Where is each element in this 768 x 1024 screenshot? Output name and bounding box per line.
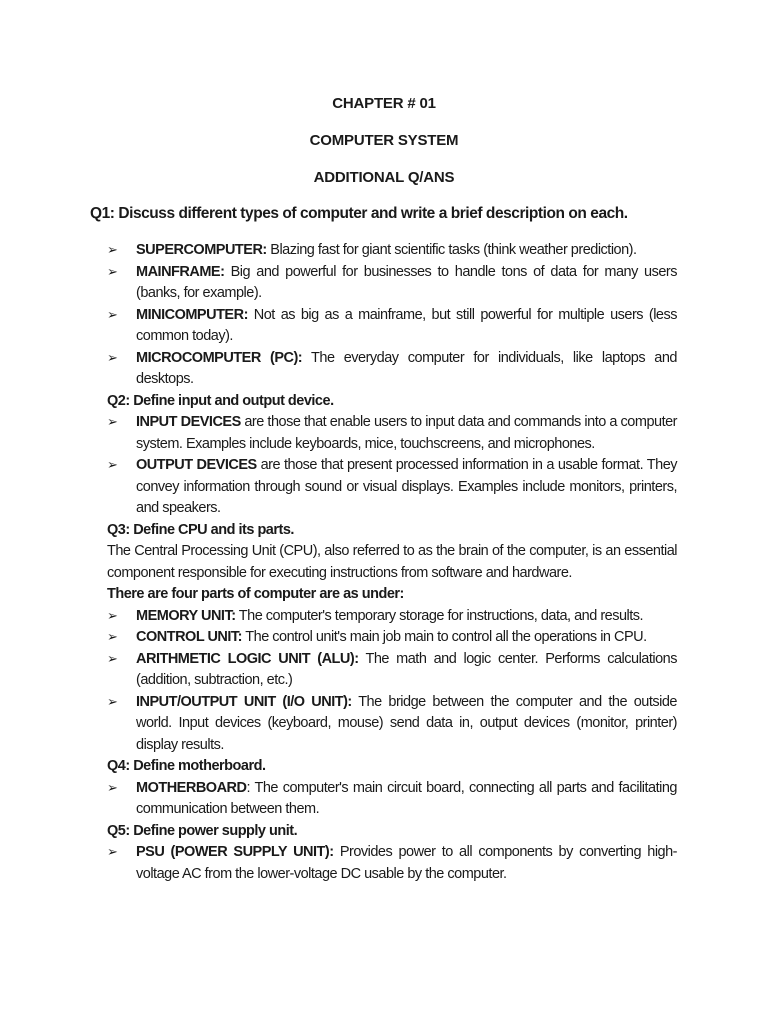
list-item	[107, 842, 677, 885]
document-body	[107, 240, 677, 885]
item-term: MINICOMPUTER:	[136, 306, 248, 323]
item-text: Blazing fast for giant scientific tasks (think weather prediction).	[266, 242, 637, 258]
question-4: Q4: Define motherboard.	[107, 758, 266, 774]
item-text: are those that enable users to input data and commands into a computer system. Examples include keyboards, mice, touchscreens, and microphones.	[136, 414, 677, 452]
arrow-bullet-icon: ➢	[107, 264, 118, 280]
chapter-heading: CHAPTER # 01	[332, 95, 436, 112]
arrow-bullet-icon: ➢	[107, 415, 118, 430]
list-item	[107, 606, 677, 628]
list-item	[107, 649, 677, 692]
arrow-bullet-icon: ➢	[107, 694, 118, 710]
arrow-bullet-icon: ➢	[107, 651, 118, 667]
item-term: OUTPUT DEVICES	[136, 457, 257, 473]
list-item	[107, 305, 677, 348]
list-item	[107, 692, 677, 757]
list-item	[107, 778, 677, 821]
list-item	[107, 412, 677, 455]
list-item	[107, 627, 677, 649]
arrow-bullet-icon: ➢	[107, 845, 118, 860]
item-term: INPUT/OUTPUT UNIT (I/O UNIT):	[136, 693, 352, 710]
item-term: INPUT DEVICES	[136, 414, 241, 430]
item-text: Not as big as a mainframe, but still powerful for multiple users (less common today).	[136, 306, 677, 344]
arrow-bullet-icon: ➢	[107, 243, 118, 258]
arrow-bullet-icon: ➢	[107, 458, 118, 473]
item-text: The math and logic center. Performs calculations (addition, subtraction, etc.)	[136, 650, 677, 688]
item-text: Big and powerful for businesses to handle tons of data for many users (banks, for example).	[136, 263, 677, 301]
item-term: CONTROL UNIT:	[136, 629, 243, 645]
item-term: MEMORY UNIT:	[136, 607, 236, 624]
item-text: : The computer's main circuit board, connecting all parts and facilitating communication between them.	[136, 779, 677, 817]
list-item	[107, 455, 677, 520]
cpu-paragraph: The Central Processing Unit (CPU), also referred to as the brain of the computer, is an essential component responsible for executing instructions from software and hardware.	[107, 543, 677, 581]
item-term: MOTHERBOARD	[136, 779, 247, 796]
list-item	[107, 240, 677, 262]
list-item	[107, 262, 677, 305]
item-term: PSU (POWER SUPPLY UNIT):	[136, 844, 334, 860]
list-item	[107, 348, 677, 391]
arrow-bullet-icon: ➢	[107, 307, 118, 323]
arrow-bullet-icon: ➢	[107, 630, 118, 645]
item-text: The bridge between the computer and the outside world. Input devices (keyboard, mouse) send data in, output devices (monitor, printer) display results.	[136, 693, 677, 753]
question-5: Q5: Define power supply unit.	[107, 822, 298, 839]
item-text: The everyday computer for individuals, like laptops and desktops.	[136, 349, 677, 387]
item-text: are those that present processed information in a usable format. They convey information through sound or visual displays. Examples include monitors, printers, and speakers.	[136, 457, 678, 516]
question-2: Q2: Define input and output device.	[107, 392, 334, 409]
item-term: MAINFRAME:	[136, 263, 225, 280]
item-text: Provides power to all components by converting high-voltage AC from the lower-voltage DC usable by the computer.	[136, 844, 678, 882]
arrow-bullet-icon: ➢	[107, 780, 118, 796]
parts-subheading: There are four parts of computer are as under:	[107, 586, 404, 602]
question-1: Q1: Discuss different types of computer and write a brief description on each.	[90, 205, 628, 222]
arrow-bullet-icon: ➢	[107, 350, 118, 366]
item-term: ARITHMETIC LOGIC UNIT (ALU):	[136, 650, 359, 667]
item-term: MICROCOMPUTER (PC):	[136, 349, 303, 366]
section-heading: ADDITIONAL Q/ANS	[313, 169, 455, 186]
arrow-bullet-icon: ➢	[107, 608, 118, 624]
subject-heading: COMPUTER SYSTEM	[309, 132, 459, 149]
item-text: The control unit's main job main to control all the operations in CPU.	[242, 629, 647, 645]
item-text: The computer's temporary storage for instructions, data, and results.	[235, 607, 644, 624]
question-3: Q3: Define CPU and its parts.	[107, 521, 294, 538]
item-term: SUPERCOMPUTER:	[136, 242, 267, 258]
